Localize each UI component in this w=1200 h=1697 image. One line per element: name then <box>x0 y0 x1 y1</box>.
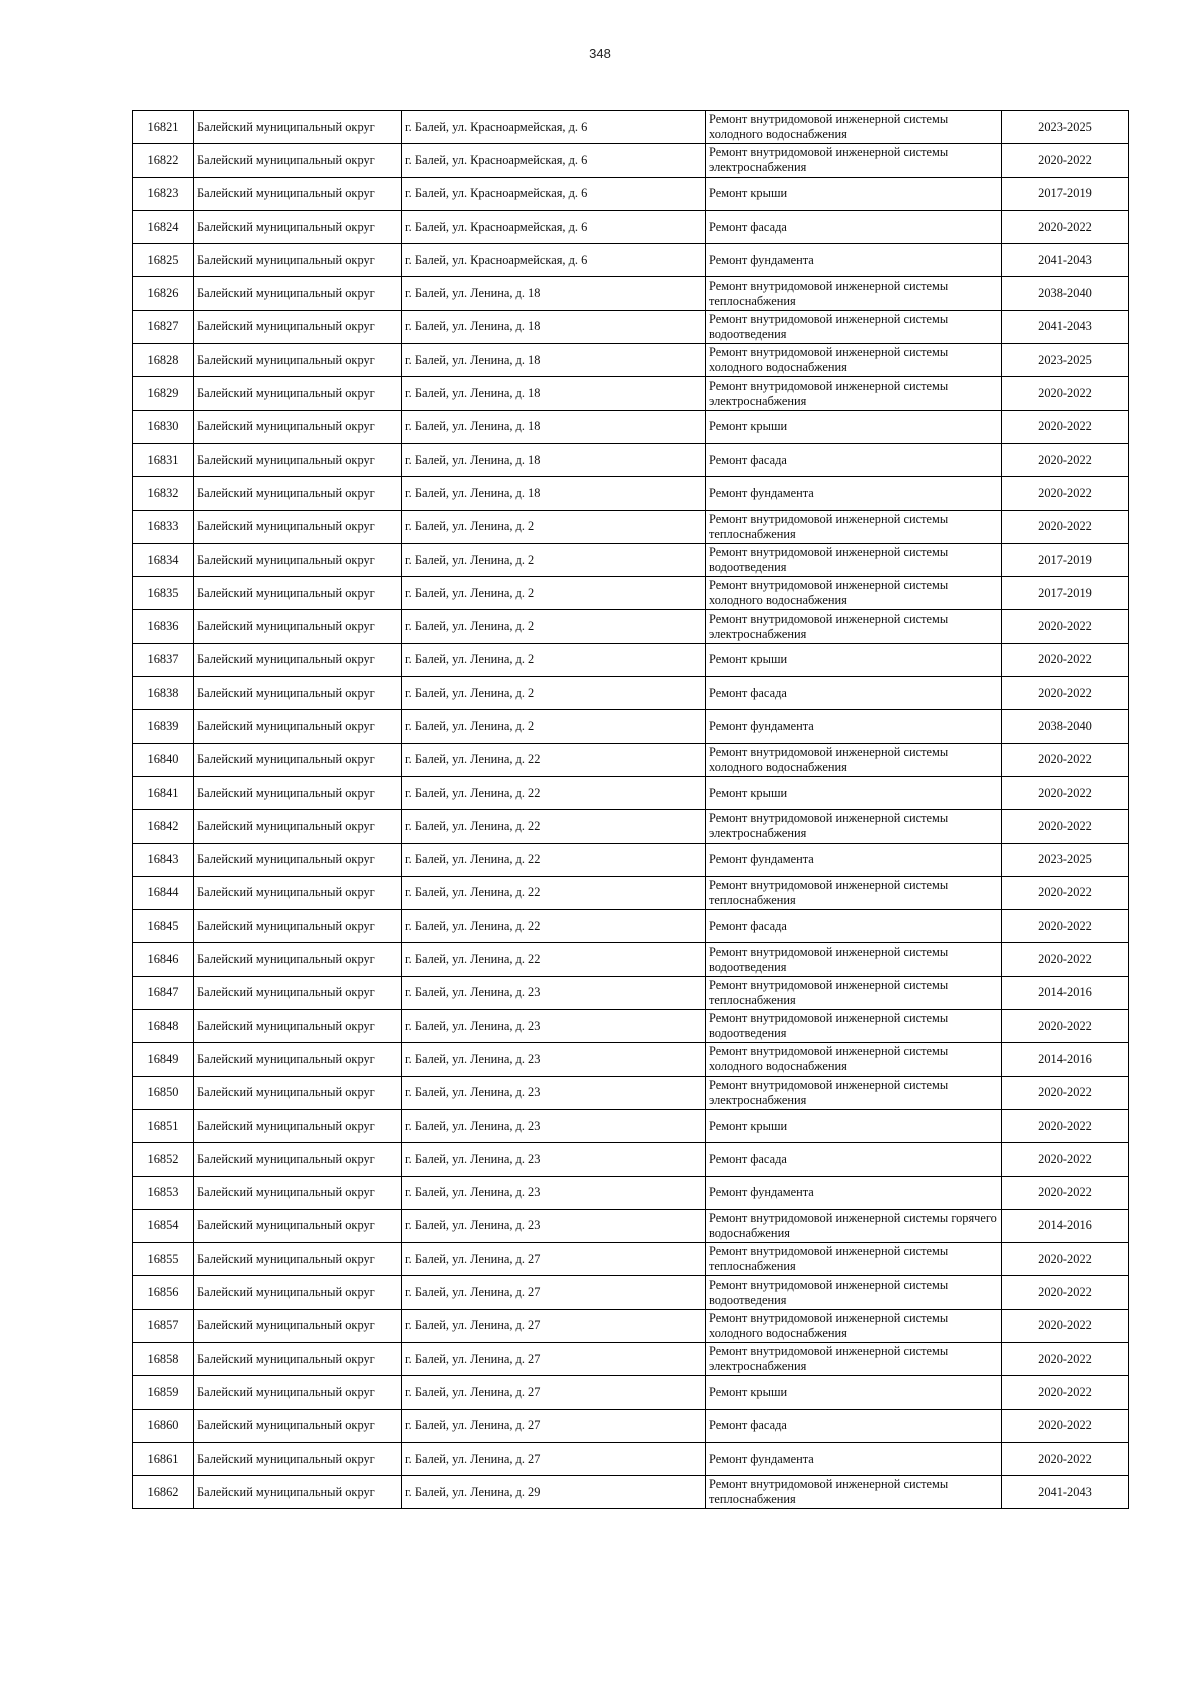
municipality-cell: Балейский муниципальный округ <box>194 876 402 909</box>
table-row <box>133 1476 1129 1509</box>
work-type-cell: Ремонт фундамента <box>706 244 1002 277</box>
municipality-cell: Балейский муниципальный округ <box>194 976 402 1009</box>
municipality-cell: Балейский муниципальный округ <box>194 943 402 976</box>
municipality-cell: Балейский муниципальный округ <box>194 244 402 277</box>
municipality-cell: Балейский муниципальный округ <box>194 310 402 343</box>
row-number-cell: 16851 <box>133 1109 194 1142</box>
row-number-cell: 16839 <box>133 710 194 743</box>
address-cell: г. Балей, ул. Красноармейская, д. 6 <box>402 144 706 177</box>
row-number-cell: 16834 <box>133 543 194 576</box>
municipality-cell: Балейский муниципальный округ <box>194 1143 402 1176</box>
row-number-cell: 16859 <box>133 1376 194 1409</box>
page-number: 348 <box>589 46 611 61</box>
period-cell: 2038-2040 <box>1002 710 1129 743</box>
work-type-cell: Ремонт внутридомовой инженерной системы электроснабжения <box>706 377 1002 410</box>
row-number-cell: 16842 <box>133 810 194 843</box>
municipality-cell: Балейский муниципальный округ <box>194 1376 402 1409</box>
table-row <box>133 1409 1129 1442</box>
work-type-cell: Ремонт фундамента <box>706 710 1002 743</box>
table-row <box>133 677 1129 710</box>
table-row <box>133 1143 1129 1176</box>
repair-schedule-table <box>132 110 1129 1509</box>
municipality-cell: Балейский муниципальный округ <box>194 610 402 643</box>
table-row <box>133 377 1129 410</box>
municipality-cell: Балейский муниципальный округ <box>194 1476 402 1509</box>
table-row <box>133 976 1129 1009</box>
table-row <box>133 1176 1129 1209</box>
work-type-cell: Ремонт внутридомовой инженерной системы водоотведения <box>706 543 1002 576</box>
row-number-cell: 16821 <box>133 111 194 144</box>
table-row <box>133 177 1129 210</box>
address-cell: г. Балей, ул. Ленина, д. 18 <box>402 443 706 476</box>
address-cell: г. Балей, ул. Ленина, д. 23 <box>402 1143 706 1176</box>
row-number-cell: 16861 <box>133 1442 194 1475</box>
address-cell: г. Балей, ул. Красноармейская, д. 6 <box>402 210 706 243</box>
row-number-cell: 16845 <box>133 910 194 943</box>
address-cell: г. Балей, ул. Ленина, д. 23 <box>402 1209 706 1242</box>
address-cell: г. Балей, ул. Ленина, д. 22 <box>402 843 706 876</box>
period-cell: 2020-2022 <box>1002 1376 1129 1409</box>
address-cell: г. Балей, ул. Ленина, д. 23 <box>402 976 706 1009</box>
work-type-cell: Ремонт фасада <box>706 677 1002 710</box>
period-cell: 2020-2022 <box>1002 776 1129 809</box>
municipality-cell: Балейский муниципальный округ <box>194 1109 402 1142</box>
period-cell: 2020-2022 <box>1002 910 1129 943</box>
table-row <box>133 710 1129 743</box>
address-cell: г. Балей, ул. Ленина, д. 27 <box>402 1442 706 1475</box>
row-number-cell: 16856 <box>133 1276 194 1309</box>
period-cell: 2020-2022 <box>1002 677 1129 710</box>
period-cell: 2020-2022 <box>1002 377 1129 410</box>
period-cell: 2041-2043 <box>1002 310 1129 343</box>
work-type-cell: Ремонт внутридомовой инженерной системы теплоснабжения <box>706 876 1002 909</box>
row-number-cell: 16862 <box>133 1476 194 1509</box>
address-cell: г. Балей, ул. Ленина, д. 22 <box>402 810 706 843</box>
address-cell: г. Балей, ул. Ленина, д. 22 <box>402 776 706 809</box>
row-number-cell: 16830 <box>133 410 194 443</box>
work-type-cell: Ремонт внутридомовой инженерной системы холодного водоснабжения <box>706 1043 1002 1076</box>
address-cell: г. Балей, ул. Красноармейская, д. 6 <box>402 177 706 210</box>
period-cell: 2020-2022 <box>1002 410 1129 443</box>
address-cell: г. Балей, ул. Ленина, д. 2 <box>402 643 706 676</box>
table-row <box>133 1010 1129 1043</box>
table-row <box>133 743 1129 776</box>
period-cell: 2020-2022 <box>1002 1076 1129 1109</box>
period-cell: 2014-2016 <box>1002 976 1129 1009</box>
period-cell: 2020-2022 <box>1002 1342 1129 1375</box>
table-row <box>133 876 1129 909</box>
municipality-cell: Балейский муниципальный округ <box>194 377 402 410</box>
work-type-cell: Ремонт фасада <box>706 910 1002 943</box>
period-cell: 2041-2043 <box>1002 244 1129 277</box>
row-number-cell: 16844 <box>133 876 194 909</box>
period-cell: 2017-2019 <box>1002 177 1129 210</box>
row-number-cell: 16832 <box>133 477 194 510</box>
period-cell: 2020-2022 <box>1002 443 1129 476</box>
municipality-cell: Балейский муниципальный округ <box>194 743 402 776</box>
work-type-cell: Ремонт внутридомовой инженерной системы теплоснабжения <box>706 976 1002 1009</box>
period-cell: 2014-2016 <box>1002 1209 1129 1242</box>
municipality-cell: Балейский муниципальный округ <box>194 144 402 177</box>
address-cell: г. Балей, ул. Ленина, д. 2 <box>402 543 706 576</box>
row-number-cell: 16852 <box>133 1143 194 1176</box>
row-number-cell: 16838 <box>133 677 194 710</box>
address-cell: г. Балей, ул. Ленина, д. 23 <box>402 1176 706 1209</box>
work-type-cell: Ремонт внутридомовой инженерной системы холодного водоснабжения <box>706 743 1002 776</box>
period-cell: 2041-2043 <box>1002 1476 1129 1509</box>
work-type-cell: Ремонт фасада <box>706 210 1002 243</box>
period-cell: 2020-2022 <box>1002 477 1129 510</box>
municipality-cell: Балейский муниципальный округ <box>194 1442 402 1475</box>
row-number-cell: 16822 <box>133 144 194 177</box>
period-cell: 2023-2025 <box>1002 843 1129 876</box>
row-number-cell: 16829 <box>133 377 194 410</box>
municipality-cell: Балейский муниципальный округ <box>194 910 402 943</box>
municipality-cell: Балейский муниципальный округ <box>194 277 402 310</box>
row-number-cell: 16841 <box>133 776 194 809</box>
work-type-cell: Ремонт внутридомовой инженерной системы теплоснабжения <box>706 1243 1002 1276</box>
table-row <box>133 510 1129 543</box>
row-number-cell: 16826 <box>133 277 194 310</box>
table-body <box>133 111 1129 1509</box>
address-cell: г. Балей, ул. Ленина, д. 29 <box>402 1476 706 1509</box>
municipality-cell: Балейский муниципальный округ <box>194 443 402 476</box>
period-cell: 2020-2022 <box>1002 1409 1129 1442</box>
municipality-cell: Балейский муниципальный округ <box>194 810 402 843</box>
period-cell: 2020-2022 <box>1002 876 1129 909</box>
table-row <box>133 943 1129 976</box>
work-type-cell: Ремонт внутридомовой инженерной системы водоотведения <box>706 943 1002 976</box>
table-row <box>133 1043 1129 1076</box>
address-cell: г. Балей, ул. Ленина, д. 27 <box>402 1309 706 1342</box>
municipality-cell: Балейский муниципальный округ <box>194 643 402 676</box>
address-cell: г. Балей, ул. Ленина, д. 27 <box>402 1342 706 1375</box>
table-row <box>133 610 1129 643</box>
municipality-cell: Балейский муниципальный округ <box>194 344 402 377</box>
address-cell: г. Балей, ул. Ленина, д. 22 <box>402 876 706 909</box>
municipality-cell: Балейский муниципальный округ <box>194 1176 402 1209</box>
table-row <box>133 244 1129 277</box>
address-cell: г. Балей, ул. Ленина, д. 23 <box>402 1109 706 1142</box>
municipality-cell: Балейский муниципальный округ <box>194 111 402 144</box>
work-type-cell: Ремонт фасада <box>706 1143 1002 1176</box>
address-cell: г. Балей, ул. Ленина, д. 27 <box>402 1409 706 1442</box>
address-cell: г. Балей, ул. Ленина, д. 18 <box>402 277 706 310</box>
table-row <box>133 310 1129 343</box>
work-type-cell: Ремонт крыши <box>706 177 1002 210</box>
row-number-cell: 16846 <box>133 943 194 976</box>
address-cell: г. Балей, ул. Ленина, д. 2 <box>402 710 706 743</box>
period-cell: 2020-2022 <box>1002 743 1129 776</box>
municipality-cell: Балейский муниципальный округ <box>194 1043 402 1076</box>
municipality-cell: Балейский муниципальный округ <box>194 843 402 876</box>
address-cell: г. Балей, ул. Ленина, д. 2 <box>402 610 706 643</box>
municipality-cell: Балейский муниципальный округ <box>194 1010 402 1043</box>
address-cell: г. Балей, ул. Ленина, д. 2 <box>402 577 706 610</box>
work-type-cell: Ремонт внутридомовой инженерной системы водоотведения <box>706 310 1002 343</box>
period-cell: 2023-2025 <box>1002 111 1129 144</box>
address-cell: г. Балей, ул. Ленина, д. 23 <box>402 1043 706 1076</box>
row-number-cell: 16828 <box>133 344 194 377</box>
work-type-cell: Ремонт внутридомовой инженерной системы электроснабжения <box>706 810 1002 843</box>
period-cell: 2017-2019 <box>1002 577 1129 610</box>
municipality-cell: Балейский муниципальный округ <box>194 1276 402 1309</box>
table-row <box>133 344 1129 377</box>
work-type-cell: Ремонт внутридомовой инженерной системы холодного водоснабжения <box>706 111 1002 144</box>
work-type-cell: Ремонт внутридомовой инженерной системы холодного водоснабжения <box>706 577 1002 610</box>
table-row <box>133 776 1129 809</box>
table-row <box>133 1076 1129 1109</box>
row-number-cell: 16847 <box>133 976 194 1009</box>
period-cell: 2020-2022 <box>1002 1143 1129 1176</box>
table-row <box>133 477 1129 510</box>
period-cell: 2020-2022 <box>1002 1309 1129 1342</box>
work-type-cell: Ремонт внутридомовой инженерной системы водоотведения <box>706 1276 1002 1309</box>
row-number-cell: 16825 <box>133 244 194 277</box>
table-row <box>133 144 1129 177</box>
table-row <box>133 1376 1129 1409</box>
table-row <box>133 643 1129 676</box>
period-cell: 2020-2022 <box>1002 1276 1129 1309</box>
municipality-cell: Балейский муниципальный округ <box>194 577 402 610</box>
row-number-cell: 16837 <box>133 643 194 676</box>
municipality-cell: Балейский муниципальный округ <box>194 410 402 443</box>
row-number-cell: 16855 <box>133 1243 194 1276</box>
municipality-cell: Балейский муниципальный округ <box>194 543 402 576</box>
work-type-cell: Ремонт фундамента <box>706 1442 1002 1475</box>
row-number-cell: 16824 <box>133 210 194 243</box>
municipality-cell: Балейский муниципальный округ <box>194 477 402 510</box>
address-cell: г. Балей, ул. Ленина, д. 22 <box>402 910 706 943</box>
period-cell: 2023-2025 <box>1002 344 1129 377</box>
table-row <box>133 1309 1129 1342</box>
table-row <box>133 443 1129 476</box>
address-cell: г. Балей, ул. Ленина, д. 22 <box>402 943 706 976</box>
work-type-cell: Ремонт внутридомовой инженерной системы электроснабжения <box>706 610 1002 643</box>
row-number-cell: 16848 <box>133 1010 194 1043</box>
row-number-cell: 16823 <box>133 177 194 210</box>
period-cell: 2020-2022 <box>1002 210 1129 243</box>
row-number-cell: 16854 <box>133 1209 194 1242</box>
period-cell: 2020-2022 <box>1002 1176 1129 1209</box>
table-row <box>133 1243 1129 1276</box>
address-cell: г. Балей, ул. Ленина, д. 23 <box>402 1010 706 1043</box>
row-number-cell: 16860 <box>133 1409 194 1442</box>
row-number-cell: 16850 <box>133 1076 194 1109</box>
municipality-cell: Балейский муниципальный округ <box>194 710 402 743</box>
table-row <box>133 1342 1129 1375</box>
address-cell: г. Балей, ул. Ленина, д. 23 <box>402 1076 706 1109</box>
work-type-cell: Ремонт крыши <box>706 1109 1002 1142</box>
work-type-cell: Ремонт внутридомовой инженерной системы холодного водоснабжения <box>706 344 1002 377</box>
period-cell: 2020-2022 <box>1002 610 1129 643</box>
period-cell: 2020-2022 <box>1002 1010 1129 1043</box>
municipality-cell: Балейский муниципальный округ <box>194 1342 402 1375</box>
row-number-cell: 16833 <box>133 510 194 543</box>
municipality-cell: Балейский муниципальный округ <box>194 677 402 710</box>
municipality-cell: Балейский муниципальный округ <box>194 1209 402 1242</box>
row-number-cell: 16835 <box>133 577 194 610</box>
work-type-cell: Ремонт внутридомовой инженерной системы водоотведения <box>706 1010 1002 1043</box>
work-type-cell: Ремонт внутридомовой инженерной системы горячего водоснабжения <box>706 1209 1002 1242</box>
table-row <box>133 210 1129 243</box>
address-cell: г. Балей, ул. Ленина, д. 18 <box>402 377 706 410</box>
municipality-cell: Балейский муниципальный округ <box>194 1409 402 1442</box>
work-type-cell: Ремонт внутридомовой инженерной системы электроснабжения <box>706 144 1002 177</box>
period-cell: 2020-2022 <box>1002 510 1129 543</box>
work-type-cell: Ремонт крыши <box>706 1376 1002 1409</box>
municipality-cell: Балейский муниципальный округ <box>194 1076 402 1109</box>
table-row <box>133 810 1129 843</box>
work-type-cell: Ремонт внутридомовой инженерной системы электроснабжения <box>706 1342 1002 1375</box>
table-row <box>133 843 1129 876</box>
work-type-cell: Ремонт внутридомовой инженерной системы теплоснабжения <box>706 1476 1002 1509</box>
row-number-cell: 16843 <box>133 843 194 876</box>
table-row <box>133 1276 1129 1309</box>
row-number-cell: 16840 <box>133 743 194 776</box>
municipality-cell: Балейский муниципальный округ <box>194 210 402 243</box>
row-number-cell: 16857 <box>133 1309 194 1342</box>
table-row <box>133 410 1129 443</box>
work-type-cell: Ремонт внутридомовой инженерной системы электроснабжения <box>706 1076 1002 1109</box>
row-number-cell: 16831 <box>133 443 194 476</box>
address-cell: г. Балей, ул. Красноармейская, д. 6 <box>402 111 706 144</box>
row-number-cell: 16836 <box>133 610 194 643</box>
address-cell: г. Балей, ул. Ленина, д. 27 <box>402 1243 706 1276</box>
municipality-cell: Балейский муниципальный округ <box>194 177 402 210</box>
municipality-cell: Балейский муниципальный округ <box>194 776 402 809</box>
period-cell: 2014-2016 <box>1002 1043 1129 1076</box>
address-cell: г. Балей, ул. Ленина, д. 2 <box>402 510 706 543</box>
period-cell: 2020-2022 <box>1002 1442 1129 1475</box>
address-cell: г. Балей, ул. Ленина, д. 27 <box>402 1376 706 1409</box>
work-type-cell: Ремонт внутридомовой инженерной системы теплоснабжения <box>706 277 1002 310</box>
work-type-cell: Ремонт фундамента <box>706 843 1002 876</box>
period-cell: 2038-2040 <box>1002 277 1129 310</box>
row-number-cell: 16827 <box>133 310 194 343</box>
table-row <box>133 1109 1129 1142</box>
work-type-cell: Ремонт фундамента <box>706 477 1002 510</box>
address-cell: г. Балей, ул. Ленина, д. 18 <box>402 477 706 510</box>
work-type-cell: Ремонт крыши <box>706 643 1002 676</box>
table-row <box>133 910 1129 943</box>
municipality-cell: Балейский муниципальный округ <box>194 510 402 543</box>
work-type-cell: Ремонт крыши <box>706 410 1002 443</box>
work-type-cell: Ремонт крыши <box>706 776 1002 809</box>
work-type-cell: Ремонт фундамента <box>706 1176 1002 1209</box>
municipality-cell: Балейский муниципальный округ <box>194 1243 402 1276</box>
table-row <box>133 111 1129 144</box>
address-cell: г. Балей, ул. Ленина, д. 18 <box>402 410 706 443</box>
table-row <box>133 577 1129 610</box>
address-cell: г. Балей, ул. Ленина, д. 27 <box>402 1276 706 1309</box>
work-type-cell: Ремонт фасада <box>706 1409 1002 1442</box>
address-cell: г. Балей, ул. Ленина, д. 2 <box>402 677 706 710</box>
period-cell: 2020-2022 <box>1002 643 1129 676</box>
row-number-cell: 16858 <box>133 1342 194 1375</box>
work-type-cell: Ремонт фасада <box>706 443 1002 476</box>
period-cell: 2020-2022 <box>1002 1109 1129 1142</box>
table-row <box>133 543 1129 576</box>
period-cell: 2017-2019 <box>1002 543 1129 576</box>
table-row <box>133 1209 1129 1242</box>
period-cell: 2020-2022 <box>1002 1243 1129 1276</box>
address-cell: г. Балей, ул. Ленина, д. 18 <box>402 344 706 377</box>
work-type-cell: Ремонт внутридомовой инженерной системы теплоснабжения <box>706 510 1002 543</box>
work-type-cell: Ремонт внутридомовой инженерной системы холодного водоснабжения <box>706 1309 1002 1342</box>
row-number-cell: 16849 <box>133 1043 194 1076</box>
period-cell: 2020-2022 <box>1002 943 1129 976</box>
municipality-cell: Балейский муниципальный округ <box>194 1309 402 1342</box>
period-cell: 2020-2022 <box>1002 144 1129 177</box>
table-row <box>133 1442 1129 1475</box>
row-number-cell: 16853 <box>133 1176 194 1209</box>
period-cell: 2020-2022 <box>1002 810 1129 843</box>
address-cell: г. Балей, ул. Ленина, д. 22 <box>402 743 706 776</box>
address-cell: г. Балей, ул. Красноармейская, д. 6 <box>402 244 706 277</box>
table-row <box>133 277 1129 310</box>
address-cell: г. Балей, ул. Ленина, д. 18 <box>402 310 706 343</box>
